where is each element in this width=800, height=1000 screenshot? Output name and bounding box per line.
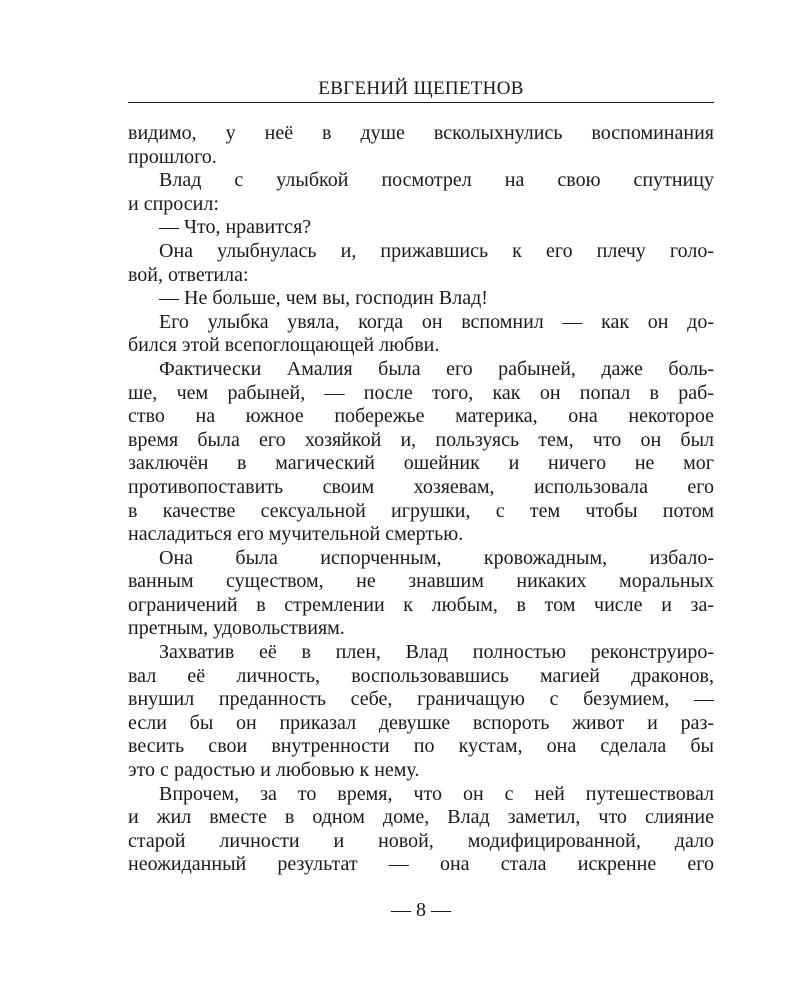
text-line: и жил вместе в одном доме, Влад заметил, что слияние [128,806,714,829]
text-line: ограничений в стремлении к любым, в том числе и за- [128,593,714,616]
text-line: и спросил: [128,192,219,215]
text-line: весить свои внутренности по кустам, она сделала бы [128,735,714,758]
text-line: внушил преданность себе, граничащую с безумием, — [128,688,714,711]
text-line: насладиться его мучительной смертью. [128,523,464,546]
text-line: претным, удовольствиям. [128,617,345,640]
text-line: — Не больше, чем вы, господин Влад! [159,287,488,310]
page-number: — 8 — [391,899,451,921]
text-line: старой личности и новой, модифицированной, дало [128,829,714,852]
text-line: время была его хозяйкой и, пользуясь тем, что он был [128,428,714,451]
text-line: противопоставить своим хозяевам, использовала его [128,475,714,498]
text-line: Его улыбка увяла, когда он вспомнил — как он до- [159,310,714,333]
text-line: Захватив её в плен, Влад полностью реконструиро- [159,641,714,664]
text-line: ванным существом, не знавшим никаких моральных [128,570,714,593]
text-line: в качестве сексуальной игрушки, с тем чтобы потом [128,499,714,522]
text-line: вал её личность, воспользовавшись магией драконов, [128,664,714,687]
text-line: — Что, нравится? [159,216,312,239]
text-line: неожиданный результат — она стала искренне его [128,853,714,876]
text-line: Впрочем, за то время, что он с ней путешествовал [159,782,714,805]
text-line: Она улыбнулась и, прижавшись к его плечу голо- [159,239,714,262]
text-line: ство на южное побережье материка, она некоторое [128,405,714,428]
text-line: если бы он приказал девушке вспороть живот и раз- [128,711,714,734]
header-rule [128,102,714,103]
body-text [128,122,714,877]
text-line: Фактически Амалия была его рабыней, даже боль- [159,357,714,380]
text-line: видимо, у неё в душе всколыхнулись воспоминания [128,122,714,144]
text-line: вой, ответила: [128,263,249,286]
running-head: ЕВГЕНИЙ ЩЕПЕТНОВ [318,78,524,99]
text-line: ше, чем рабыней, — после того, как он попал в раб- [128,381,714,404]
text-line: это с радостью и любовью к нему. [128,759,420,782]
text-line: бился этой всепоглощающей любви. [128,334,440,357]
text-line: Она была испорченным, кровожадным, избало- [159,546,714,569]
text-line: заключён в магический ошейник и ничего не мог [128,452,714,475]
text-line: Влад с улыбкой посмотрел на свою спутницу [159,169,714,192]
text-line: прошлого. [128,145,217,168]
